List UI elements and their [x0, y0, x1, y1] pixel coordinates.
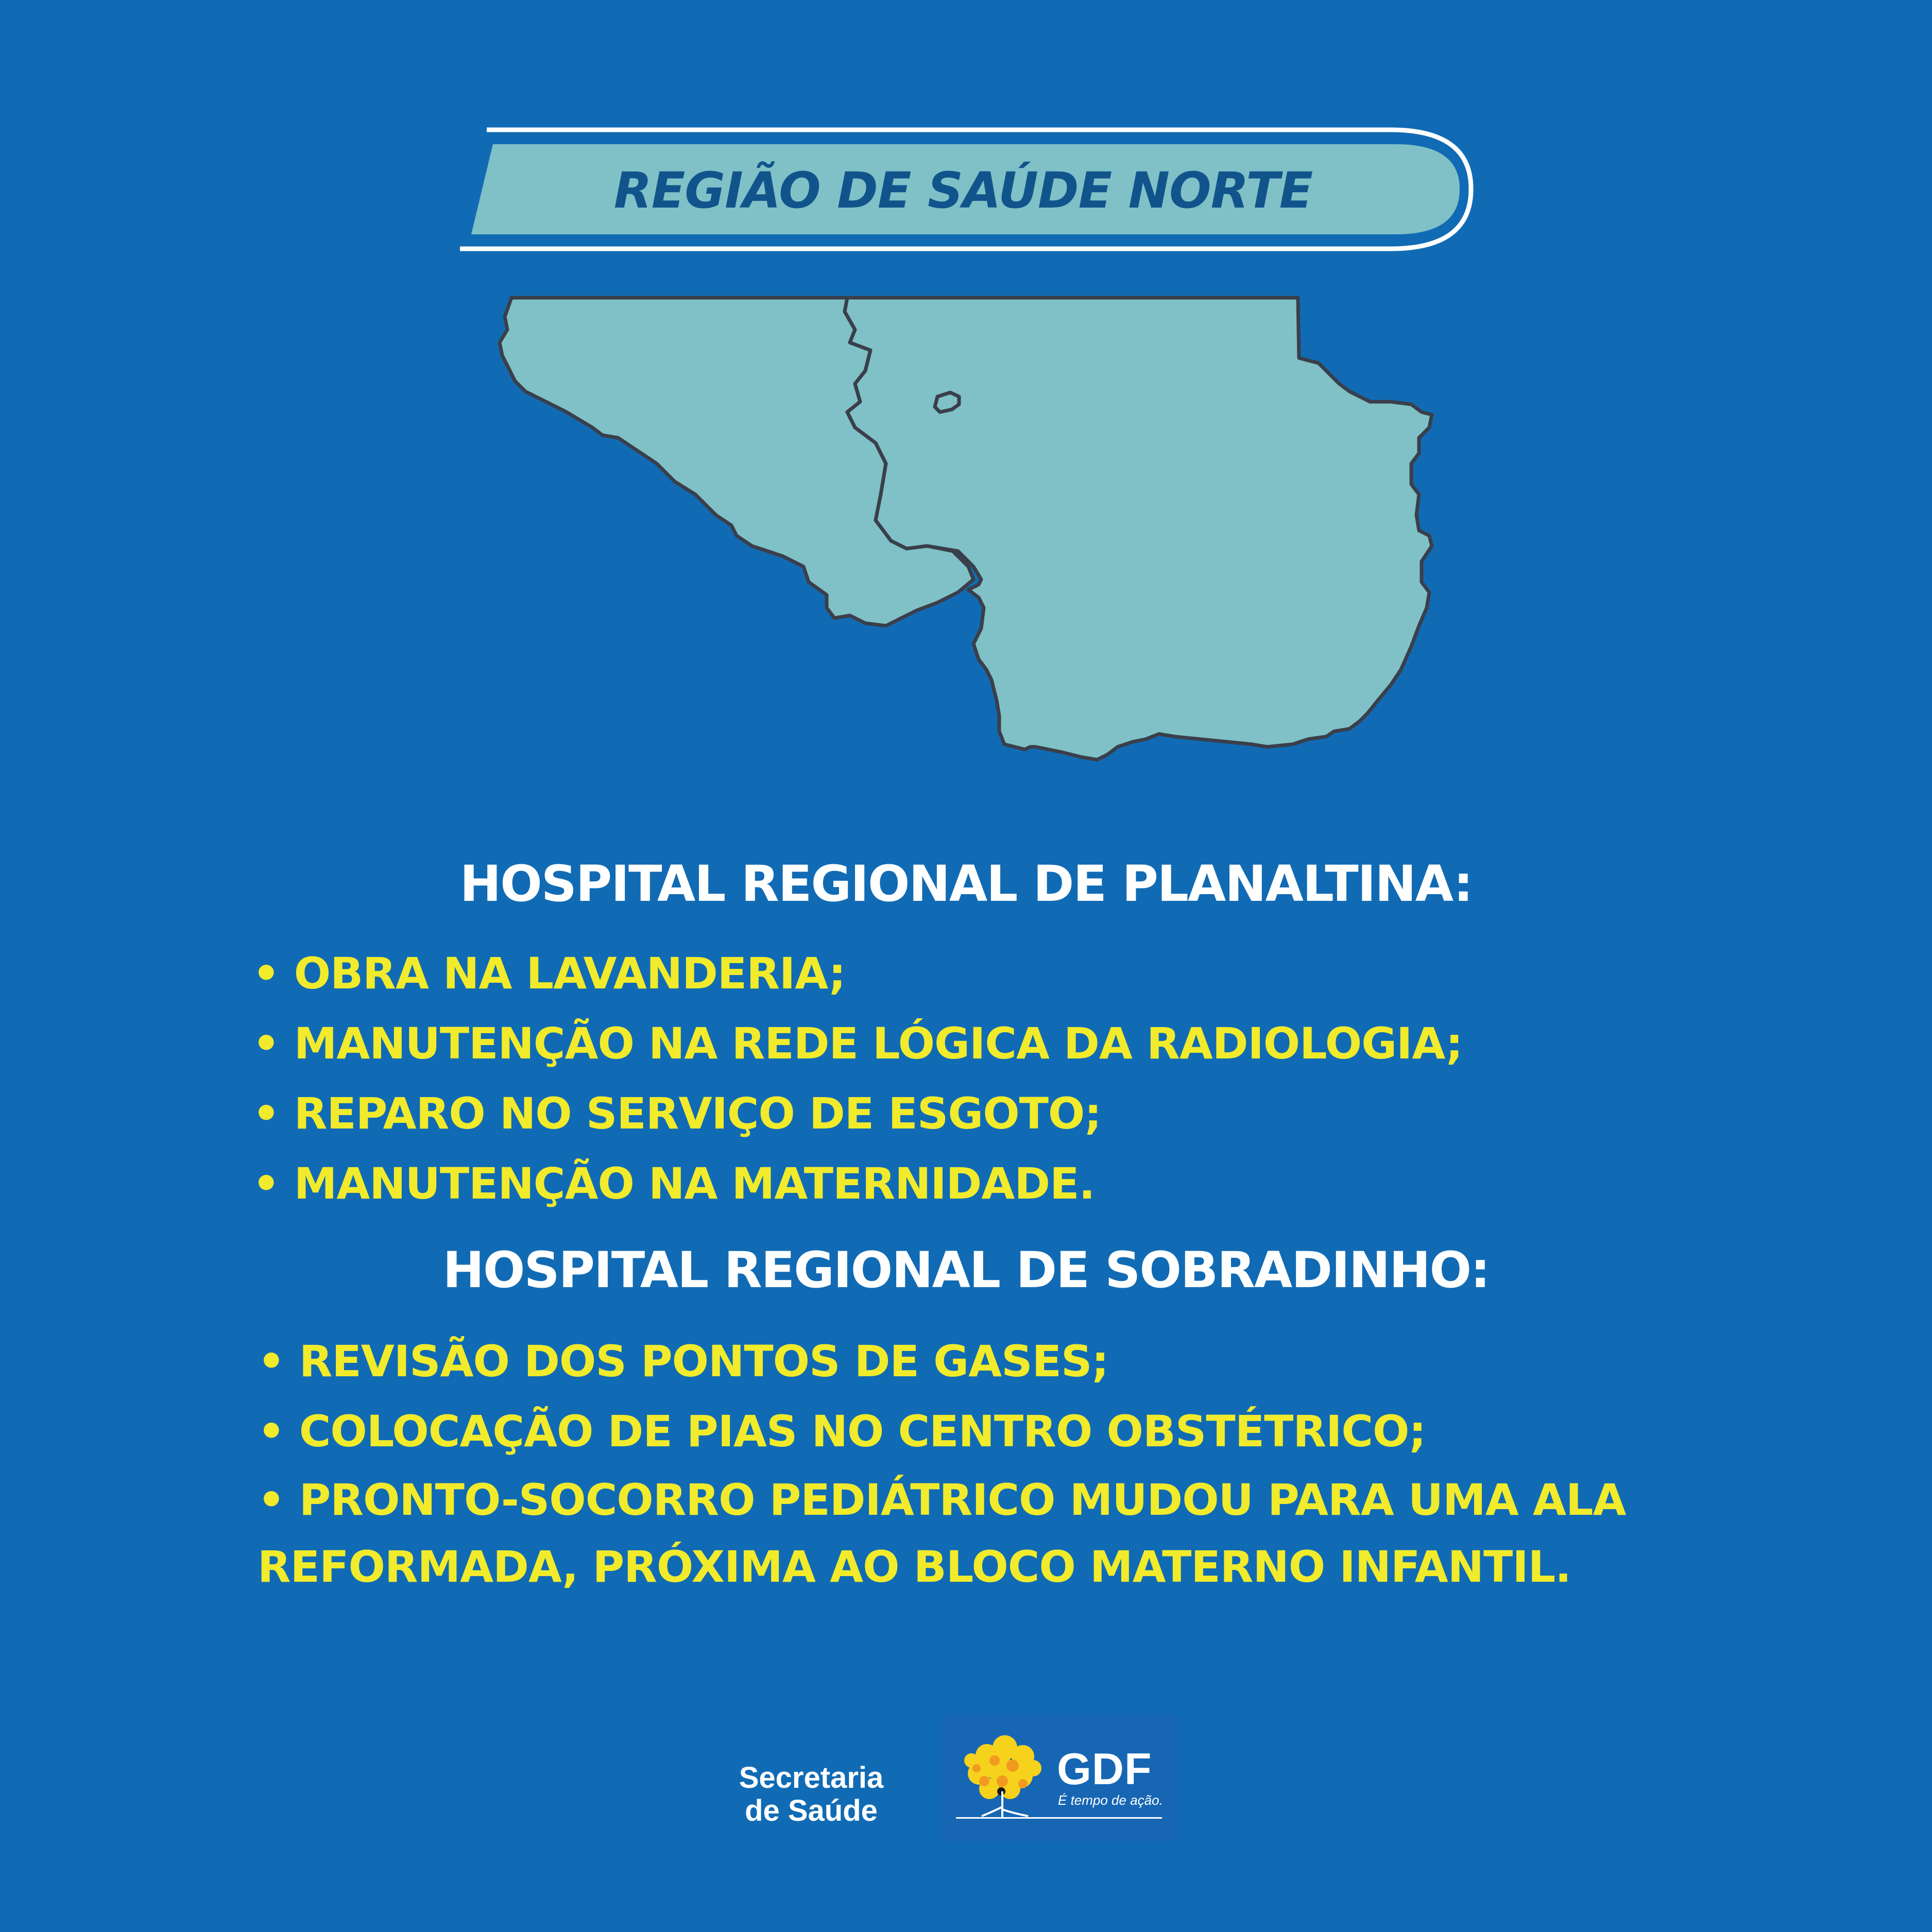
north-region-map: [0, 0, 1932, 803]
gdf-slogan: É tempo de ação.: [1058, 1792, 1163, 1808]
list-item: • OBRA NA LAVANDERIA;: [252, 948, 846, 999]
list-item: • COLOCAÇÃO DE PIAS NO CENTRO OBSTÉTRICO;: [258, 1406, 1426, 1457]
list-item: • PRONTO-SOCORRO PEDIÁTRICO MUDOU PARA UMA ALA REFORMADA, PRÓXIMA AO BLOCO MATERNO INFANTIL.: [258, 1475, 1626, 1592]
secretaria-saude-logo: Secretaria de Saúde: [739, 1761, 884, 1827]
list-planaltina: [252, 938, 1695, 1219]
gdf-divider: [956, 1817, 1162, 1819]
gdf-logo: [941, 1714, 1178, 1842]
section-heading-sobradinho: HOSPITAL REGIONAL DE SOBRADINHO:: [442, 1241, 1490, 1299]
list-item: • REPARO NO SERVIÇO DE ESGOTO;: [252, 1088, 1101, 1139]
list-item: • REVISÃO DOS PONTOS DE GASES;: [258, 1336, 1109, 1387]
map-enclave: [935, 392, 959, 412]
list-item: • MANUTENÇÃO NA MATERNIDADE.: [252, 1158, 1095, 1209]
ipe-tree-icon: [951, 1724, 1054, 1827]
section-heading-planaltina: HOSPITAL REGIONAL DE PLANALTINA:: [459, 855, 1473, 913]
page-title: REGIÃO DE SAÚDE NORTE: [613, 162, 1313, 219]
gdf-label: GDF: [1057, 1745, 1152, 1794]
list-item: • MANUTENÇÃO NA REDE LÓGICA DA RADIOLOGIA;: [252, 1018, 1463, 1069]
map-district-east: [845, 298, 1432, 760]
list-sobradinho: [258, 1326, 1700, 1600]
